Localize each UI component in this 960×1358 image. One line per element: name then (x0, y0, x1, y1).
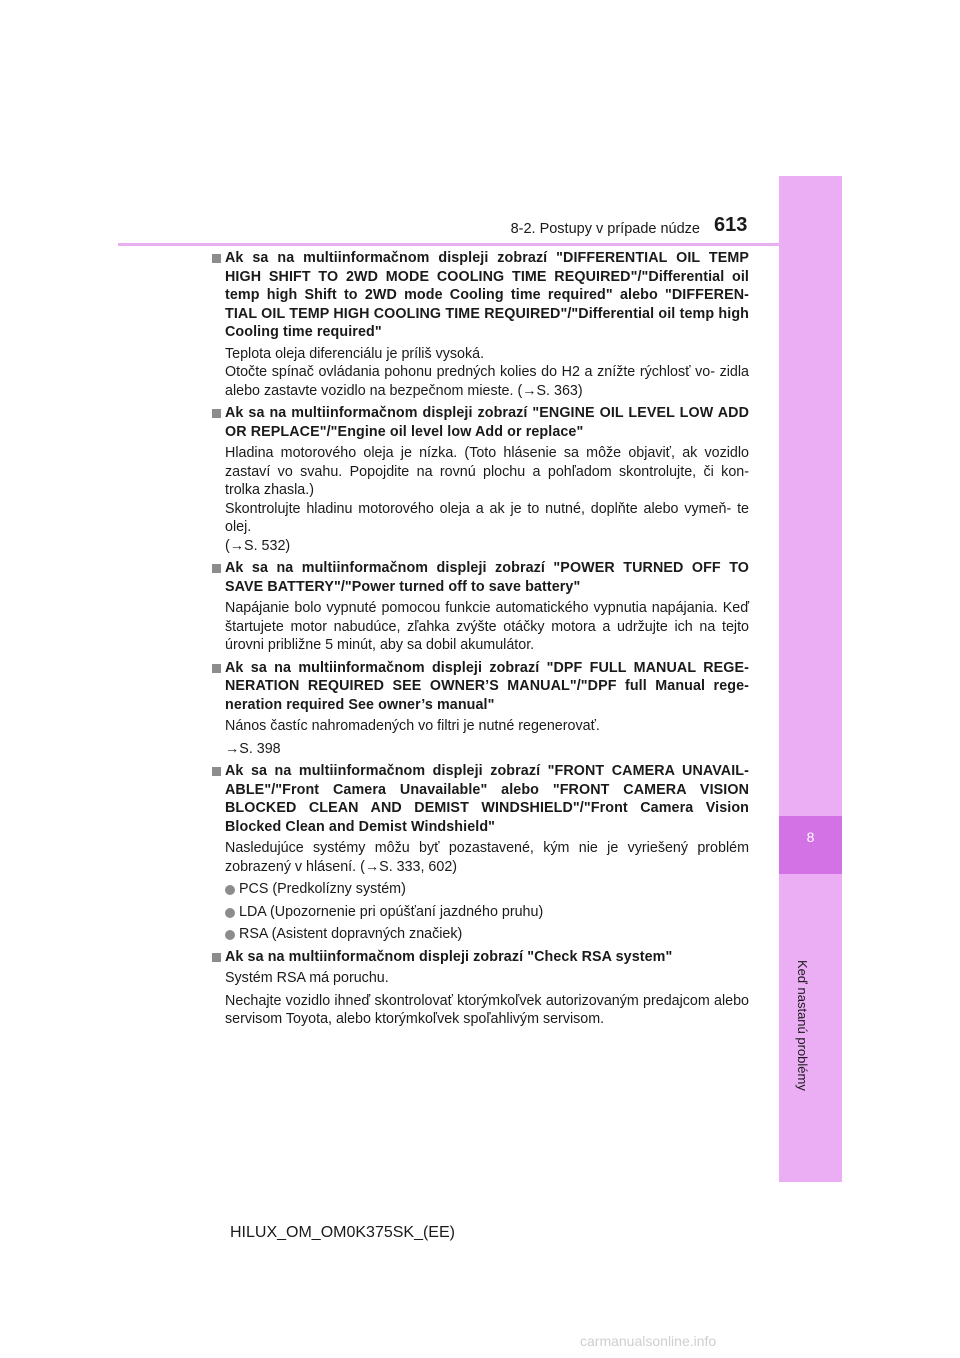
side-tab-background (779, 176, 842, 816)
side-tab-chapter-number: 8 (806, 829, 815, 845)
message-heading: Ak sa na multiinformačnom displeji zobrazí "POWER TURNED OFF TO SAVE BATTERY"/"Power turned off to save battery" (212, 559, 749, 596)
side-tab-active-chapter (779, 816, 842, 874)
body-text: Teplota oleja diferenciálu je príliš vysoká. Otočte spínač ovládania pohonu predných kolies do H2 a znížte rýchlosť vo- zidla alebo zastavte vozidlo na bezpečnom mieste. (→S. 363) (225, 345, 749, 399)
header-divider (118, 243, 779, 246)
page-reference-link[interactable]: →S. 398 (225, 740, 281, 757)
page-content (212, 249, 749, 1033)
message-section (212, 948, 749, 1029)
square-bullet-icon (212, 953, 221, 962)
page-number: 613 (714, 214, 748, 236)
message-heading: Ak sa na multiinformačnom displeji zobrazí "ENGINE OIL LEVEL LOW ADD OR REPLACE"/"Engine oil level low Add or replace" (212, 404, 749, 441)
square-bullet-icon (212, 564, 221, 573)
list-item: LDA (Upozornenie pri opúšťaní jazdného pruhu) (212, 903, 749, 922)
list-item: RSA (Asistent dopravných značiek) (212, 925, 749, 944)
side-tab-background-lower (779, 874, 842, 1182)
message-heading: Ak sa na multiinformačnom displeji zobrazí "Check RSA system" (212, 948, 749, 967)
message-heading: Ak sa na multiinformačnom displeji zobrazí "DIFFERENTIAL OIL TEMP HIGH SHIFT TO 2WD MODE COOLING TIME REQUIRED"/"Differential oil temp high Shift to 2WD mode Cooling time required" alebo "DIFFEREN- TIAL OIL TEMP HIGH COOLING TIME REQUIRED"/"Differential oil temp high Cooling time required" (212, 249, 749, 342)
round-bullet-icon (225, 908, 235, 918)
body-text: Nános častíc nahromadených vo filtri je nutné regenerovať. (225, 718, 600, 734)
square-bullet-icon (212, 409, 221, 418)
body-text: Systém RSA má poruchu. (225, 970, 389, 986)
list-item: PCS (Predkolízny systém) (212, 880, 749, 899)
document-code: HILUX_OM_OM0K375SK_(EE) (230, 1224, 455, 1241)
message-section (212, 404, 749, 555)
body-text: Nasledujúce systémy môžu byť pozastavené, kým nie je vyriešený problém zobrazený v hlásení. (→S. 333, 602) (225, 840, 749, 875)
square-bullet-icon (212, 254, 221, 263)
message-section (212, 559, 749, 655)
message-heading: Ak sa na multiinformačnom displeji zobrazí "FRONT CAMERA UNAVAIL- ABLE"/"Front Camera Unavailable" alebo "FRONT CAMERA VISION BLOCKED CLEAN AND DEMIST WINDSHIELD"/"Front Camera Vision Blocked Clean and Demist Windshield" (212, 762, 749, 836)
body-text: Hladina motorového oleja je nízka. (Toto hlásenie sa môže objaviť, ak vozidlo zastaví vo svahu. Popojdite na rovnú plochu a pohľadom skontrolujte, či kon- trolka zhasla.) Skontrolujte hladinu motorového oleja a ak je to nutné, doplňte alebo vymeň- te olej. (→S. 532) (225, 445, 749, 554)
round-bullet-icon (225, 885, 235, 895)
message-section (212, 762, 749, 944)
message-heading: Ak sa na multiinformačnom displeji zobrazí "DPF FULL MANUAL REGE- NERATION REQUIRED SEE OWNER’S MANUAL"/"DPF full Manual rege- neration required See owner’s manual" (212, 659, 749, 715)
square-bullet-icon (212, 664, 221, 673)
square-bullet-icon (212, 767, 221, 776)
message-section (212, 659, 749, 759)
round-bullet-icon (225, 930, 235, 940)
section-title: 8-2. Postupy v prípade núdze (510, 221, 700, 237)
message-section (212, 249, 749, 400)
side-tab-chapter-label: Keď nastanú problémy (795, 960, 810, 1091)
body-text: Nechajte vozidlo ihneď skontrolovať ktorýmkoľvek autorizovaným predajcom alebo servisom Toyota, alebo ktorýmkoľvek spoľahlivým servisom. (225, 992, 749, 1027)
body-text: Napájanie bolo vypnuté pomocou funkcie automatického vypnutia napájania. Keď štartujete motor nabudúce, zľahka zvýšte otáčky motora a udržujte ich na tejto úrovni približne 5 minút, aby sa dobil akumulátor. (225, 600, 749, 653)
watermark: carmanualsonline.info (580, 1333, 717, 1349)
